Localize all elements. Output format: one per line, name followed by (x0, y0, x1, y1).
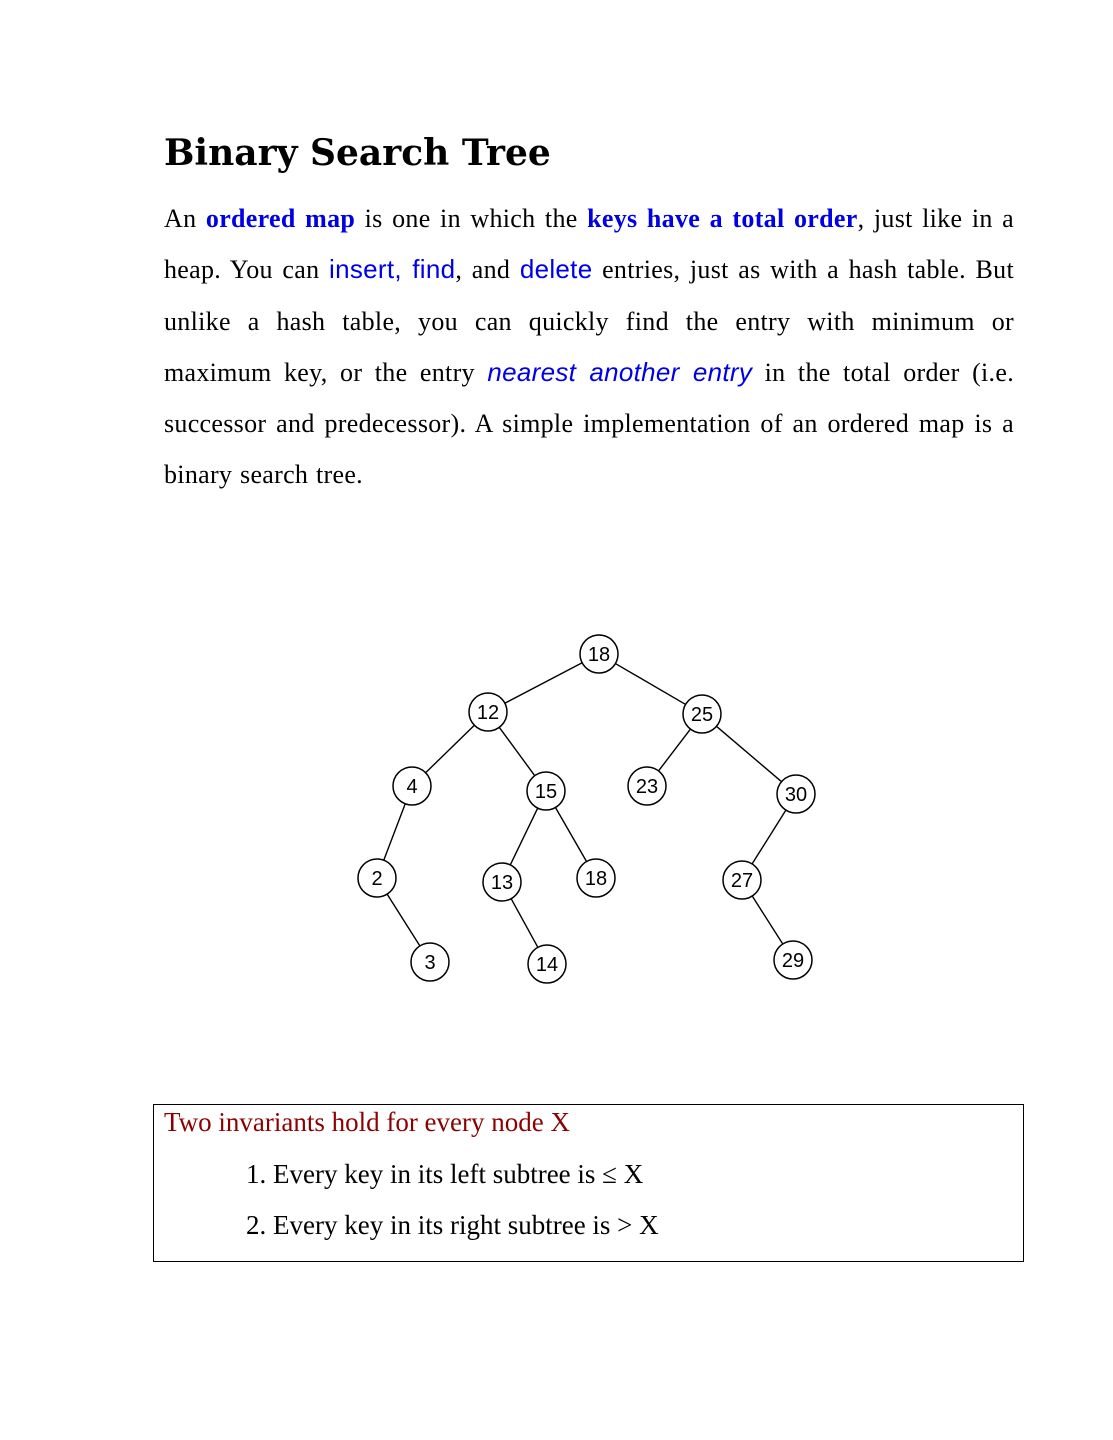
tree-node (411, 943, 449, 981)
tree-node (777, 775, 815, 813)
tree-svg (340, 620, 840, 1000)
text-segment: , just like in a heap. You can (164, 204, 1015, 285)
node-label: 29 (781, 950, 805, 972)
invariants-title: Two invariants hold for every node X (164, 1107, 571, 1137)
node-label: 12 (476, 702, 500, 724)
intro-paragraph (164, 193, 1014, 501)
tree-node (683, 695, 721, 733)
tree-edge (505, 663, 582, 703)
term-total-order: keys have a total order (587, 204, 858, 233)
node-label: 3 (424, 952, 436, 974)
node-label: 27 (730, 870, 754, 892)
tree-nodes (358, 635, 815, 983)
text-segment: in the total order (i.e. successor and predecessor). A simple implementation of an ordered map is a binary search tree. (164, 357, 1015, 490)
tree-node (628, 767, 666, 805)
node-label: 18 (584, 868, 608, 890)
node-label: 18 (587, 644, 611, 666)
text-segment: entries, just as with a hash table. But unlike a hash table, you can quickly find the entry with minimum or maximum key, or the entry (164, 255, 1014, 387)
tree-node (483, 863, 521, 901)
tree-edge (752, 810, 786, 864)
tree-edge (555, 807, 586, 861)
tree-node (774, 941, 812, 979)
tree-edge (510, 808, 537, 865)
node-label: 14 (535, 954, 559, 976)
invariants-box (153, 1104, 1024, 1262)
term-ordered-map: ordered map (205, 204, 356, 233)
tree-edge (752, 896, 783, 944)
tree-node (577, 859, 615, 897)
tree-edges (384, 663, 786, 948)
tree-edge (716, 726, 781, 781)
node-label: 25 (690, 704, 714, 726)
tree-edge (615, 664, 685, 705)
node-label: 23 (635, 776, 659, 798)
text-segment: , and (455, 255, 520, 285)
tree-node (723, 861, 761, 899)
node-label: 15 (534, 781, 558, 803)
term-nearest-another-entry: nearest another entry (487, 356, 753, 387)
tree-edge (659, 729, 691, 771)
tree-edge (426, 725, 475, 772)
tree-node (527, 772, 565, 810)
term-delete: delete (519, 254, 593, 285)
tree-node (580, 635, 618, 673)
node-label: 2 (371, 868, 383, 890)
node-label: 30 (784, 784, 808, 806)
tree-edge (387, 894, 420, 946)
text-segment: is one in which the (355, 204, 588, 233)
tree-edge (384, 804, 405, 860)
term-insert-find: insert, find (329, 254, 456, 285)
tree-node (528, 945, 566, 983)
page-title: Binary Search Tree (164, 132, 551, 174)
text-segment: An (164, 204, 206, 233)
invariant-item-right: 2. Every key in its right subtree is > X (246, 1210, 659, 1240)
tree-edge (499, 727, 535, 775)
tree-edge (511, 899, 538, 948)
node-label: 13 (490, 872, 514, 894)
tree-node (358, 859, 396, 897)
invariant-item-left: 1. Every key in its left subtree is ≤ X (246, 1159, 644, 1189)
binary-search-tree-diagram (340, 620, 840, 1000)
node-label: 4 (406, 776, 418, 798)
tree-node (393, 767, 431, 805)
tree-node (469, 693, 507, 731)
